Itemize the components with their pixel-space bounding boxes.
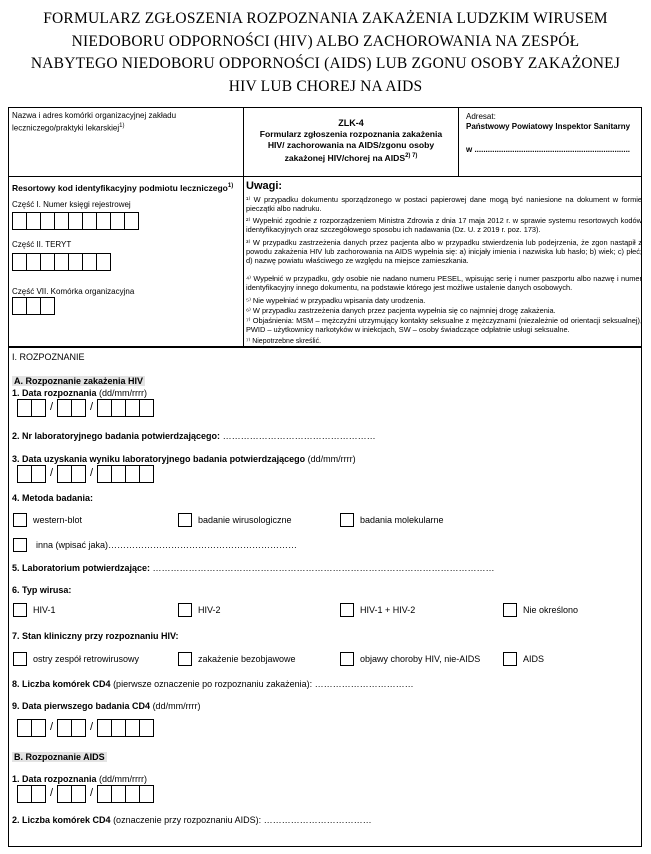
date-box[interactable] bbox=[71, 399, 86, 417]
resort-part7: Część VII. Komórka organizacyjna bbox=[12, 287, 135, 296]
date-box[interactable] bbox=[97, 719, 112, 737]
note-5: ⁵⁾ Nie wypełniać w przypadku wpisania daty urodzenia. bbox=[246, 296, 426, 305]
resort-label: Resortowy kod identyfikacyjny podmiotu leczniczego bbox=[12, 183, 228, 193]
virus-hiv2-checkbox[interactable] bbox=[178, 603, 192, 617]
registry-digit[interactable] bbox=[82, 212, 97, 230]
date-box[interactable] bbox=[57, 465, 72, 483]
q7-label: 7. Stan kliniczny przy rozpoznaniu HIV: bbox=[12, 631, 179, 641]
teryt-digit[interactable] bbox=[40, 253, 55, 271]
date-slash: / bbox=[90, 467, 94, 479]
q2-dots[interactable]: …………………………………………… bbox=[222, 431, 376, 441]
date-year[interactable] bbox=[97, 399, 153, 417]
q3-format: (dd/mm/rrrr) bbox=[307, 454, 356, 464]
teryt-digit[interactable] bbox=[26, 253, 41, 271]
date-box[interactable] bbox=[139, 465, 154, 483]
q3-label: 3. Data uzyskania wyniku laboratoryjnego badania potwierdzającego bbox=[12, 454, 306, 464]
note-6: ⁶⁾ W przypadku zastrzeżenia danych przez pacjenta wypełnia się co najmniej drogę zakażenia. bbox=[246, 306, 556, 315]
q5-label: 5. Laboratorium potwierdzające: bbox=[12, 563, 151, 573]
date-month[interactable] bbox=[57, 719, 85, 737]
note-2: ²⁾ Wypełnić zgodnie z rozporządzeniem Ministra Zdrowia z dnia 17 maja 2012 r. w sprawie systemu resortowych kodów identyfikacyjnych oraz szczegółowego sposobu ich nadawania (Dz. U. z 2019 r. poz. 173). bbox=[246, 216, 642, 235]
registry-digit[interactable] bbox=[40, 212, 55, 230]
method-virological-checkbox[interactable] bbox=[178, 513, 192, 527]
method-virological-label: badanie wirusologiczne bbox=[198, 515, 292, 525]
title-line-4: HIV LUB CHOREJ NA AIDS bbox=[228, 77, 423, 95]
state-symptoms-checkbox[interactable] bbox=[340, 652, 354, 666]
q8-rest[interactable]: (pierwsze oznaczenie po rozpoznaniu zakażenia): …………………………… bbox=[113, 679, 414, 689]
state-aids-checkbox[interactable] bbox=[503, 652, 517, 666]
q5-dots[interactable]: …………………………………………………………………………………………………… bbox=[152, 563, 495, 573]
method-molecular-checkbox[interactable] bbox=[340, 513, 354, 527]
q9-label: 9. Data pierwszego badania CD4 bbox=[12, 701, 151, 711]
q9-format: (dd/mm/rrrr) bbox=[152, 701, 201, 711]
form-code-box bbox=[243, 107, 459, 177]
date-day[interactable] bbox=[17, 785, 45, 803]
form-title bbox=[0, 8, 651, 98]
date-box[interactable] bbox=[125, 785, 140, 803]
resort-part1: Część I. Numer księgi rejestrowej bbox=[12, 200, 131, 209]
form-name: Formularz zgłoszenia rozpoznania zakażenia HIV/ zachorowania na AIDS/zgonu osoby zakażonej HIV/chorej na AIDS bbox=[259, 129, 443, 163]
date-box[interactable] bbox=[31, 399, 46, 417]
date-slash: / bbox=[50, 401, 54, 413]
note-1: ¹⁾ W przypadku dokumentu sporządzonego w postaci papierowej dane mogą być naniesione na dokument w formie pieczątki albo nadruku. bbox=[246, 195, 642, 214]
date-box[interactable] bbox=[57, 399, 72, 417]
method-other-checkbox[interactable] bbox=[13, 538, 27, 552]
title-line-1: FORMULARZ ZGŁOSZENIA ROZPOZNANIA ZAKAŻENIA LUDZKIM WIRUSEM bbox=[43, 10, 608, 27]
date-box[interactable] bbox=[111, 399, 126, 417]
date-box[interactable] bbox=[125, 465, 140, 483]
resort-sup: 1) bbox=[227, 183, 234, 190]
date-day[interactable] bbox=[17, 399, 45, 417]
date-box[interactable] bbox=[17, 399, 32, 417]
date-box[interactable] bbox=[71, 785, 86, 803]
virus-unspecified-checkbox[interactable] bbox=[503, 603, 517, 617]
date-box[interactable] bbox=[17, 719, 32, 737]
date-slash: / bbox=[50, 721, 54, 733]
date-month[interactable] bbox=[57, 399, 85, 417]
registry-digit[interactable] bbox=[124, 212, 139, 230]
date-box[interactable] bbox=[97, 399, 112, 417]
date-box[interactable] bbox=[71, 719, 86, 737]
form-sup: 2) 7) bbox=[405, 153, 418, 159]
date-box[interactable] bbox=[57, 785, 72, 803]
b2-label: 2. Liczba komórek CD4 bbox=[12, 815, 111, 825]
virus-hiv1-hiv2-label: HIV-1 + HIV-2 bbox=[360, 605, 416, 615]
state-acute-label: ostry zespół retrowirusowy bbox=[33, 654, 140, 664]
date-box[interactable] bbox=[31, 785, 46, 803]
date-box[interactable] bbox=[111, 465, 126, 483]
date-month[interactable] bbox=[57, 785, 85, 803]
date-box[interactable] bbox=[139, 719, 154, 737]
b1-format: (dd/mm/rrrr) bbox=[99, 774, 148, 784]
method-western-blot-label: western-blot bbox=[33, 515, 83, 525]
state-asymptomatic-label: zakażenie bezobjawowe bbox=[198, 654, 296, 664]
addressee-location[interactable]: w ...................................................................... bbox=[466, 145, 631, 154]
q1-label: 1. Data rozpoznania bbox=[12, 388, 97, 398]
addressee-name: Państwowy Powiatowy Inspektor Sanitarny bbox=[466, 122, 631, 131]
date-month[interactable] bbox=[57, 465, 85, 483]
unit-boxes[interactable] bbox=[12, 297, 54, 315]
date-slash: / bbox=[90, 401, 94, 413]
virus-hiv1-label: HIV-1 bbox=[33, 605, 56, 615]
state-acute-checkbox[interactable] bbox=[13, 652, 27, 666]
date-box[interactable] bbox=[139, 399, 154, 417]
date-slash: / bbox=[50, 467, 54, 479]
b1-label: 1. Data rozpoznania bbox=[12, 774, 97, 784]
teryt-digit[interactable] bbox=[96, 253, 111, 271]
method-other-label[interactable]: inna (wpisać jaka)……………………………………………………… bbox=[36, 540, 298, 550]
divider bbox=[243, 176, 244, 347]
note-3: ³⁾ W przypadku zastrzeżenia danych przez pacjenta albo w przypadku stwierdzenia lub podejrzenia, że zgon nastąpił z powodu zakażenia HIV lub zachorowania na AIDS wypełnia się: a) inicjały imienia i nazwiska lub hasło; b) wiek; c) płeć; d) nazwę powiatu właściwego ze względu na miejsce zamieszkania. bbox=[246, 238, 642, 266]
date-box[interactable] bbox=[125, 719, 140, 737]
address-label: Nazwa i adres komórki organizacyjnej zakładu leczniczego/praktyki lekarskiej bbox=[12, 111, 177, 133]
teryt-boxes[interactable] bbox=[12, 253, 110, 271]
method-molecular-label: badania molekularne bbox=[360, 515, 444, 525]
title-line-3: NABYTEGO NIEDOBORU ODPORNOŚCI (AIDS) LUB ZGONU OSOBY ZAKAŻONEJ bbox=[30, 55, 621, 73]
address-box[interactable] bbox=[8, 107, 244, 177]
date-day[interactable] bbox=[17, 465, 45, 483]
title-line-2: NIEDOBORU ODPORNOŚCI (HIV) ALBO ZACHOROWANIA NA ZESPÓŁ bbox=[71, 32, 580, 50]
resort-part2: Część II. TERYT bbox=[12, 240, 72, 249]
form-code: ZLK-4 bbox=[338, 118, 364, 128]
date-box[interactable] bbox=[17, 465, 32, 483]
state-symptoms-label: objawy choroby HIV, nie-AIDS bbox=[360, 654, 481, 664]
date-slash: / bbox=[50, 787, 54, 799]
virus-hiv1-hiv2-checkbox[interactable] bbox=[340, 603, 354, 617]
q8-label: 8. Liczba komórek CD4 bbox=[12, 679, 111, 689]
date-year[interactable] bbox=[97, 719, 153, 737]
date-year[interactable] bbox=[97, 785, 153, 803]
addressee-label: Adresat: bbox=[466, 112, 496, 121]
virus-unspecified-label: Nie określono bbox=[523, 605, 579, 615]
method-western-blot-checkbox[interactable] bbox=[13, 513, 27, 527]
date-slash: / bbox=[90, 721, 94, 733]
q2-label: 2. Nr laboratoryjnego badania potwierdzającego: bbox=[12, 431, 221, 441]
date-box[interactable] bbox=[31, 719, 46, 737]
teryt-digit[interactable] bbox=[12, 253, 27, 271]
section-frame bbox=[8, 347, 642, 847]
unit-digit[interactable] bbox=[12, 297, 27, 315]
state-asymptomatic-checkbox[interactable] bbox=[178, 652, 192, 666]
teryt-digit[interactable] bbox=[68, 253, 83, 271]
date-box[interactable] bbox=[125, 399, 140, 417]
registry-digit[interactable] bbox=[26, 212, 41, 230]
virus-hiv1-checkbox[interactable] bbox=[13, 603, 27, 617]
note-8: ⁷⁾ Niepotrzebne skreślić. bbox=[246, 338, 322, 345]
addressee-box[interactable] bbox=[458, 107, 642, 177]
section-b-heading: B. Rozpoznanie AIDS bbox=[14, 752, 105, 762]
state-aids-label: AIDS bbox=[523, 654, 545, 664]
date-box[interactable] bbox=[97, 785, 112, 803]
date-box[interactable] bbox=[111, 785, 126, 803]
registry-digit[interactable] bbox=[68, 212, 83, 230]
notes-heading: Uwagi: bbox=[246, 180, 283, 192]
date-slash: / bbox=[90, 787, 94, 799]
registry-digit[interactable] bbox=[96, 212, 111, 230]
date-box[interactable] bbox=[97, 465, 112, 483]
address-sup: 1) bbox=[119, 123, 125, 129]
q6-label: 6. Typ wirusa: bbox=[12, 585, 72, 595]
registry-number-boxes[interactable] bbox=[12, 212, 138, 230]
unit-digit[interactable] bbox=[26, 297, 41, 315]
date-year[interactable] bbox=[97, 465, 153, 483]
b2-rest[interactable]: (oznaczenie przy rozpoznaniu AIDS): ……………………………… bbox=[113, 815, 372, 825]
registry-digit[interactable] bbox=[12, 212, 27, 230]
date-box[interactable] bbox=[17, 785, 32, 803]
q4-label: 4. Metoda badania: bbox=[12, 493, 94, 503]
date-box[interactable] bbox=[31, 465, 46, 483]
q1-format: (dd/mm/rrrr) bbox=[99, 388, 148, 398]
section-a-heading: A. Rozpoznanie zakażenia HIV bbox=[14, 376, 144, 386]
note-4: ⁴⁾ Wypełnić w przypadku, gdy osobie nie nadano numeru PESEL, wpisując serię i numer paszportu albo nazwę i numer identyfikacyjny innego dokumentu, na podstawie którego jest możliwe ustalenie danych osobowych. bbox=[246, 274, 642, 293]
date-box[interactable] bbox=[139, 785, 154, 803]
virus-hiv2-label: HIV-2 bbox=[198, 605, 221, 615]
date-box[interactable] bbox=[111, 719, 126, 737]
teryt-digit[interactable] bbox=[54, 253, 69, 271]
registry-digit[interactable] bbox=[54, 212, 69, 230]
unit-digit[interactable] bbox=[40, 297, 55, 315]
section-heading: I. ROZPOZNANIE bbox=[12, 352, 85, 362]
date-box[interactable] bbox=[71, 465, 86, 483]
registry-digit[interactable] bbox=[110, 212, 125, 230]
note-7: ⁷⁾ Objaśnienia: MSM – mężczyźni utrzymujący kontakty seksualne z mężczyznami (niezależnie od orientacji seksualnej), PWID – użytkownicy narkotyków w iniekcjach, SW – osoby świadczące odpłatnie usługi seksualne. bbox=[246, 316, 642, 335]
date-day[interactable] bbox=[17, 719, 45, 737]
date-box[interactable] bbox=[57, 719, 72, 737]
teryt-digit[interactable] bbox=[82, 253, 97, 271]
